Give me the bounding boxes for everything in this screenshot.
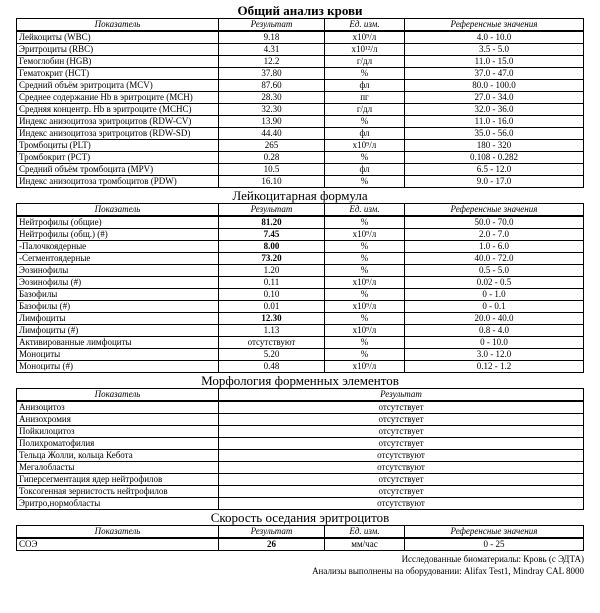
leuko-table xyxy=(16,203,584,373)
table-row xyxy=(17,152,584,164)
table-row xyxy=(17,68,584,80)
report-title: Общий анализ крови xyxy=(237,3,363,18)
cell-result: 44.40 xyxy=(219,128,325,140)
cell-result: 12.30 xyxy=(219,313,325,325)
table-row xyxy=(17,450,584,462)
col-header-unit: Ед. изм. xyxy=(325,19,405,32)
cbc-table xyxy=(16,18,584,188)
cell-ref: 4.0 - 10.0 xyxy=(405,31,584,44)
table-row xyxy=(17,289,584,301)
cell-result: 0.48 xyxy=(219,361,325,373)
morph-header-row xyxy=(17,389,584,402)
cell-result: отсутствует xyxy=(219,414,584,426)
leuko-title: Лейкоцитарная формула xyxy=(232,188,368,203)
cell-ref: 180 - 320 xyxy=(405,140,584,152)
table-row xyxy=(17,313,584,325)
col-header-param: Показатель xyxy=(17,526,219,539)
table-row xyxy=(17,498,584,510)
cell-result: 0.01 xyxy=(219,301,325,313)
cell-ref: 35.0 - 56.0 xyxy=(405,128,584,140)
cell-unit: x10⁹/л xyxy=(325,301,405,313)
col-header-result: Результат xyxy=(219,389,584,402)
cell-unit: фл xyxy=(325,164,405,176)
cell-unit: x10⁹/л xyxy=(325,277,405,289)
col-header-unit: Ед. изм. xyxy=(325,526,405,539)
cell-result: 28.30 xyxy=(219,92,325,104)
cell-unit: % xyxy=(325,289,405,301)
cell-ref: 0 - 10.0 xyxy=(405,337,584,349)
cell-name: Индекс анизоцитоза эритроцитов (RDW-SD) xyxy=(17,128,219,140)
cell-unit: % xyxy=(325,253,405,265)
cbc-header-row xyxy=(17,19,584,32)
cell-result: 32.30 xyxy=(219,104,325,116)
cell-name: Нейтрофилы (общ.) (#) xyxy=(17,229,219,241)
cell-result: 87.60 xyxy=(219,80,325,92)
morph-table xyxy=(16,388,584,510)
cell-result: отсутствует xyxy=(219,438,584,450)
cell-name: Тельца Жолли, кольца Кебота xyxy=(17,450,219,462)
cell-name: Лимфоциты (#) xyxy=(17,325,219,337)
cell-unit: x10⁹/л xyxy=(325,361,405,373)
cell-unit: фл xyxy=(325,80,405,92)
table-row xyxy=(17,104,584,116)
cell-name: Среднее содержание Hb в эритроците (MCH) xyxy=(17,92,219,104)
cell-ref: 32.0 - 36.0 xyxy=(405,104,584,116)
cell-name: Индекс анизоцитоза эритроцитов (RDW-CV) xyxy=(17,116,219,128)
cell-unit: % xyxy=(325,337,405,349)
cell-result: 13.90 xyxy=(219,116,325,128)
cell-name: Пойкилоцитоз xyxy=(17,426,219,438)
cell-name: Анизоцитоз xyxy=(17,401,219,414)
table-row xyxy=(17,176,584,188)
col-header-result: Результат xyxy=(219,204,325,217)
cell-unit: % xyxy=(325,265,405,277)
cell-ref: 80.0 - 100.0 xyxy=(405,80,584,92)
cell-ref: 0.02 - 0.5 xyxy=(405,277,584,289)
cell-unit: x10¹²/л xyxy=(325,44,405,56)
table-row xyxy=(17,265,584,277)
cell-name: Базофилы xyxy=(17,289,219,301)
cell-unit: x10⁹/л xyxy=(325,31,405,44)
cell-ref: 0.5 - 5.0 xyxy=(405,265,584,277)
cell-ref: 0 - 25 xyxy=(405,538,584,551)
cell-unit: пг xyxy=(325,92,405,104)
footer-biomaterial: Исследованные биоматериалы: Кровь (с ЭДТА) xyxy=(401,554,584,564)
cell-unit: мм/час xyxy=(325,538,405,551)
cell-result: отсутствуют xyxy=(219,498,584,510)
col-header-param: Показатель xyxy=(17,389,219,402)
cell-result: 0.28 xyxy=(219,152,325,164)
col-header-ref: Референсные значения xyxy=(405,19,584,32)
cell-name: Моноциты xyxy=(17,349,219,361)
cell-ref: 3.0 - 12.0 xyxy=(405,349,584,361)
cell-name: Мегалобласты xyxy=(17,462,219,474)
cell-ref: 0.8 - 4.0 xyxy=(405,325,584,337)
cell-ref: 9.0 - 17.0 xyxy=(405,176,584,188)
cell-name: СОЭ xyxy=(17,538,219,551)
cell-name: Лимфоциты xyxy=(17,313,219,325)
cell-ref: 0.108 - 0.282 xyxy=(405,152,584,164)
cell-name: Нейтрофилы (общие) xyxy=(17,216,219,229)
table-row xyxy=(17,44,584,56)
col-header-param: Показатель xyxy=(17,204,219,217)
cell-result: отсутствует xyxy=(219,426,584,438)
cell-name: Тромбокрит (PCT) xyxy=(17,152,219,164)
cell-name: Анизохромия xyxy=(17,414,219,426)
cell-unit: % xyxy=(325,313,405,325)
cell-name: Активированные лимфоциты xyxy=(17,337,219,349)
cell-result: 8.00 xyxy=(219,241,325,253)
cell-result: отсутствуют xyxy=(219,337,325,349)
footer-equipment: Анализы выполнены на оборудовании: Alifax Test1, Mindray CAL 8000 xyxy=(312,566,584,576)
cell-result: отсутствует xyxy=(219,401,584,414)
cell-ref: 3.5 - 5.0 xyxy=(405,44,584,56)
cell-unit: г/дл xyxy=(325,56,405,68)
cell-result: отсутствуют xyxy=(219,450,584,462)
table-row xyxy=(17,164,584,176)
cell-result: 73.20 xyxy=(219,253,325,265)
cell-ref: 37.0 - 47.0 xyxy=(405,68,584,80)
table-row xyxy=(17,462,584,474)
table-row xyxy=(17,349,584,361)
table-row xyxy=(17,241,584,253)
cell-name: Средний объём эритроцита (MCV) xyxy=(17,80,219,92)
cell-result: 7.45 xyxy=(219,229,325,241)
cell-result: 0.11 xyxy=(219,277,325,289)
cell-ref: 2.0 - 7.0 xyxy=(405,229,584,241)
cell-ref: 11.0 - 15.0 xyxy=(405,56,584,68)
cell-name: Базофилы (#) xyxy=(17,301,219,313)
cell-name: Полихроматофилия xyxy=(17,438,219,450)
col-header-ref: Референсные значения xyxy=(405,204,584,217)
table-row xyxy=(17,301,584,313)
cell-unit: фл xyxy=(325,128,405,140)
cell-unit: x10⁹/л xyxy=(325,140,405,152)
col-header-unit: Ед. изм. xyxy=(325,204,405,217)
cell-result: 16.10 xyxy=(219,176,325,188)
morph-title: Морфология форменных элементов xyxy=(201,373,399,388)
table-row xyxy=(17,31,584,44)
cell-unit: % xyxy=(325,176,405,188)
cell-ref: 6.5 - 12.0 xyxy=(405,164,584,176)
table-row xyxy=(17,128,584,140)
cell-unit: % xyxy=(325,349,405,361)
cell-name: Эозинофилы xyxy=(17,265,219,277)
cell-result: 4.31 xyxy=(219,44,325,56)
table-row xyxy=(17,116,584,128)
cell-result: 10.5 xyxy=(219,164,325,176)
table-row xyxy=(17,216,584,229)
table-row xyxy=(17,140,584,152)
cell-ref: 20.0 - 40.0 xyxy=(405,313,584,325)
cell-result: 26 xyxy=(219,538,325,551)
cell-ref: 0.12 - 1.2 xyxy=(405,361,584,373)
cell-result: 1.20 xyxy=(219,265,325,277)
cell-unit: % xyxy=(325,241,405,253)
table-row xyxy=(17,229,584,241)
table-row xyxy=(17,337,584,349)
table-row xyxy=(17,538,584,551)
cell-ref: 0 - 1.0 xyxy=(405,289,584,301)
cell-unit: % xyxy=(325,68,405,80)
esr-header-row xyxy=(17,526,584,539)
table-row xyxy=(17,486,584,498)
table-row xyxy=(17,438,584,450)
table-row xyxy=(17,56,584,68)
cell-ref: 50.0 - 70.0 xyxy=(405,216,584,229)
table-row xyxy=(17,92,584,104)
cell-ref: 27.0 - 34.0 xyxy=(405,92,584,104)
cell-name: Лейкоциты (WBC) xyxy=(17,31,219,44)
table-row xyxy=(17,80,584,92)
cell-name: -Сегментоядерные xyxy=(17,253,219,265)
table-row xyxy=(17,474,584,486)
cell-result: отсутствует xyxy=(219,486,584,498)
cell-ref: 40.0 - 72.0 xyxy=(405,253,584,265)
table-row xyxy=(17,253,584,265)
cell-ref: 1.0 - 6.0 xyxy=(405,241,584,253)
cell-result: 9.18 xyxy=(219,31,325,44)
leuko-header-row xyxy=(17,204,584,217)
cell-name: Эозинофилы (#) xyxy=(17,277,219,289)
cell-result: 81.20 xyxy=(219,216,325,229)
col-header-ref: Референсные значения xyxy=(405,526,584,539)
cell-unit: % xyxy=(325,152,405,164)
cell-unit: г/дл xyxy=(325,104,405,116)
cell-unit: % xyxy=(325,116,405,128)
cell-name: Токсогенная зернистость нейтрофилов xyxy=(17,486,219,498)
cell-name: Индекс анизоцитоза тромбоцитов (PDW) xyxy=(17,176,219,188)
cell-result: 265 xyxy=(219,140,325,152)
table-row xyxy=(17,414,584,426)
cell-name: -Палочкоядерные xyxy=(17,241,219,253)
cell-unit: x10⁹/л xyxy=(325,325,405,337)
cell-unit: x10⁹/л xyxy=(325,229,405,241)
cell-result: 37.80 xyxy=(219,68,325,80)
cell-result: отсутствуют xyxy=(219,462,584,474)
cell-ref: 11.0 - 16.0 xyxy=(405,116,584,128)
cell-result: 0.10 xyxy=(219,289,325,301)
cell-name: Тромбоциты (PLT) xyxy=(17,140,219,152)
col-header-result: Результат xyxy=(219,19,325,32)
table-row xyxy=(17,361,584,373)
table-row xyxy=(17,426,584,438)
cell-name: Эритро,нормобласты xyxy=(17,498,219,510)
cell-result: 5.20 xyxy=(219,349,325,361)
cell-name: Средний объём тромбоцита (MPV) xyxy=(17,164,219,176)
esr-table xyxy=(16,525,584,551)
cell-result: 1.13 xyxy=(219,325,325,337)
cell-name: Гемоглобин (HGB) xyxy=(17,56,219,68)
cell-result: отсутствует xyxy=(219,474,584,486)
table-row xyxy=(17,401,584,414)
cell-name: Моноциты (#) xyxy=(17,361,219,373)
table-row xyxy=(17,277,584,289)
col-header-result: Результат xyxy=(219,526,325,539)
esr-title: Скорость оседания эритроцитов xyxy=(210,510,390,525)
cell-name: Средняя концентр. Hb в эритроците (MCHC) xyxy=(17,104,219,116)
cell-name: Гематокрит (HCT) xyxy=(17,68,219,80)
cell-ref: 0 - 0.1 xyxy=(405,301,584,313)
table-row xyxy=(17,325,584,337)
cell-name: Эритроциты (RBC) xyxy=(17,44,219,56)
cell-result: 12.2 xyxy=(219,56,325,68)
cell-name: Гиперсегментация ядер нейтрофилов xyxy=(17,474,219,486)
cell-unit: % xyxy=(325,216,405,229)
col-header-param: Показатель xyxy=(17,19,219,32)
